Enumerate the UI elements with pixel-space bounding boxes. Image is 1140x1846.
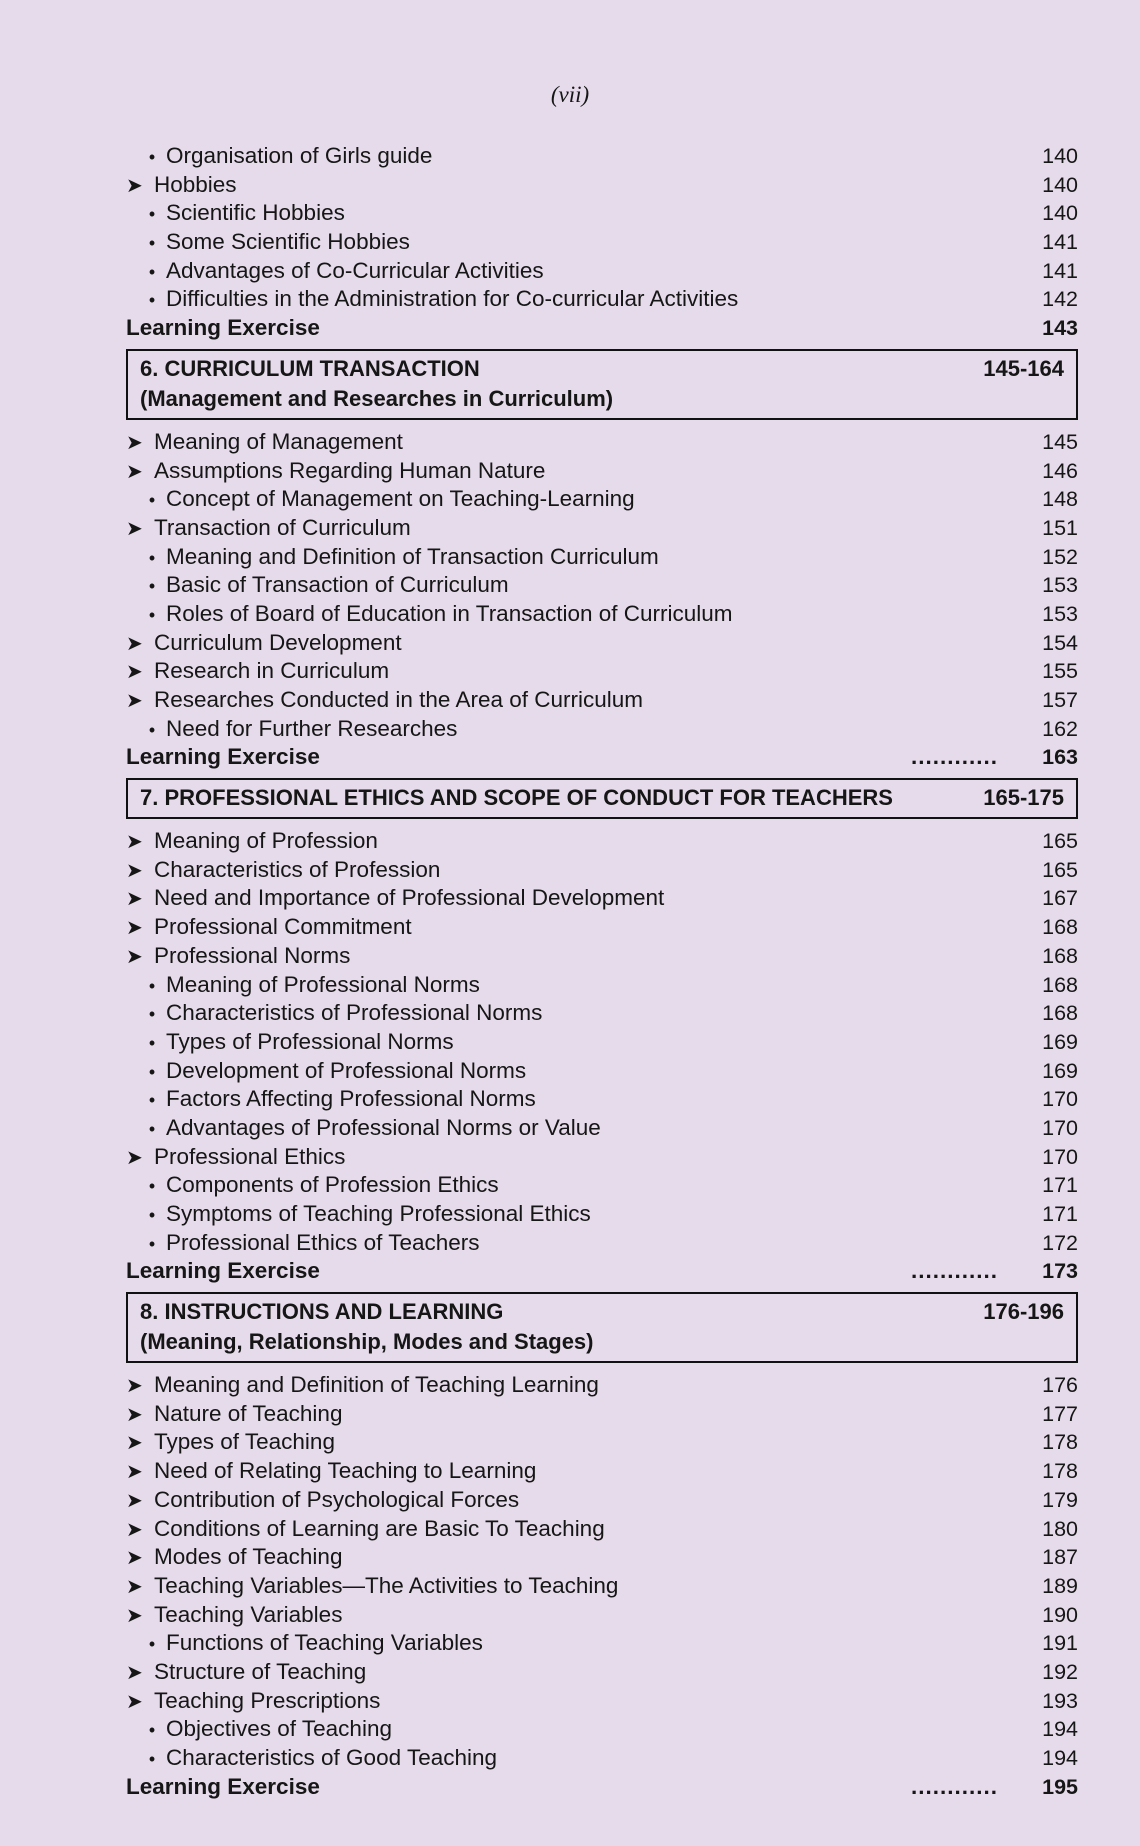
toc-section-entry (78, 1572, 1078, 1601)
arrow-bullet-icon: ➤ (126, 1661, 143, 1684)
arrow-bullet-icon: ➤ (126, 1518, 143, 1541)
page-number: 153 (1042, 573, 1078, 598)
entry-title (126, 1486, 519, 1516)
toc-section-entry (78, 856, 1078, 885)
chapter-heading (126, 1292, 1078, 1363)
entry-title (138, 1629, 483, 1659)
entry-title (138, 571, 509, 601)
page-number: 140 (1042, 201, 1078, 226)
toc-subsection-entry (78, 571, 1078, 600)
arrow-bullet-icon: ➤ (126, 174, 143, 197)
toc-section-entry (78, 942, 1078, 971)
arrow-bullet-icon: ➤ (126, 859, 143, 882)
toc-subsection-entry (78, 600, 1078, 629)
entry-title (138, 199, 345, 229)
page-number: 165 (1042, 857, 1078, 882)
toc-subsection-entry (78, 1114, 1078, 1143)
entry-text: Professional Ethics of Teachers (166, 1229, 480, 1255)
entry-title (138, 228, 410, 258)
entry-text: Advantages of Co-Curricular Activities (166, 257, 544, 283)
page-number: 148 (1042, 487, 1078, 512)
entry-text: Difficulties in the Administration for Co-curricular Activities (166, 286, 739, 312)
page-number: 177 (1042, 1401, 1078, 1426)
page-number: 152 (1042, 544, 1078, 569)
toc-section-entry (78, 827, 1078, 856)
toc-subsection-entry (78, 285, 1078, 314)
arrow-bullet-icon: ➤ (126, 831, 143, 854)
arrow-bullet-icon: ➤ (126, 1604, 143, 1627)
toc-section-entry (78, 1486, 1078, 1515)
entry-title (138, 285, 738, 315)
page-folio: (vii) (550, 82, 590, 107)
learning-exercise-entry (78, 1773, 1078, 1802)
entry-title (126, 1400, 342, 1430)
toc-subsection-entry (78, 257, 1078, 286)
page-number: 167 (1042, 886, 1078, 911)
entry-title (138, 1744, 497, 1774)
entry-text: Teaching Prescriptions (154, 1687, 381, 1713)
arrow-bullet-icon: ➤ (126, 945, 143, 968)
page-number: 140 (1042, 144, 1078, 168)
entry-text: Need of Relating Teaching to Learning (154, 1458, 537, 1484)
entry-text: Learning Exercise (126, 744, 320, 770)
toc-subsection-entry (78, 1200, 1078, 1229)
toc-section-entry (78, 1428, 1078, 1457)
page-number: 170 (1042, 1144, 1078, 1169)
entry-text: Meaning of Profession (154, 828, 378, 854)
page-number: 189 (1042, 1573, 1078, 1598)
dot-bullet-icon: • (148, 975, 156, 996)
toc-subsection-entry (78, 999, 1078, 1028)
entry-text: Learning Exercise (126, 315, 320, 341)
toc-subsection-entry (78, 142, 1078, 171)
toc-section-entry (78, 884, 1078, 913)
entry-title (126, 1457, 536, 1487)
entry-title (126, 942, 350, 972)
entry-text: Teaching Variables—The Activities to Teaching (154, 1572, 619, 1598)
page-number: 162 (1042, 716, 1078, 741)
chapter-page-range: 145-164 (983, 355, 1064, 381)
entry-text: Characteristics of Profession (154, 856, 441, 882)
dot-bullet-icon: • (148, 490, 156, 511)
page-number: 145 (1042, 429, 1078, 454)
entry-title (126, 1572, 618, 1602)
dot-bullet-icon: • (148, 204, 156, 225)
toc-section-entry (78, 1515, 1078, 1544)
dot-bullet-icon: • (148, 147, 156, 167)
toc-subsection-entry (78, 1229, 1078, 1258)
entry-text: Advantages of Professional Norms or Value (166, 1114, 601, 1140)
toc-section-entry (78, 514, 1078, 543)
dot-bullet-icon: • (148, 1205, 156, 1225)
entry-text: Characteristics of Good Teaching (166, 1745, 498, 1770)
dot-bullet-icon: • (148, 261, 156, 282)
toc-section-entry (78, 913, 1078, 942)
page-number: 154 (1042, 630, 1078, 655)
dot-bullet-icon: • (148, 1176, 156, 1197)
entry-title (138, 543, 659, 573)
entry-text: Structure of Teaching (154, 1658, 367, 1684)
toc-section-entry (78, 457, 1078, 486)
toc-section-entry (78, 1543, 1078, 1572)
entry-title (126, 856, 440, 886)
entry-title (126, 1515, 605, 1545)
entry-text: Research in Curriculum (154, 658, 390, 684)
entry-text: Concept of Management on Teaching-Learning (166, 486, 635, 512)
chapter-title: 6. CURRICULUM TRANSACTION (140, 355, 480, 381)
page-number: 171 (1042, 1173, 1078, 1198)
page-number: 178 (1042, 1459, 1078, 1484)
chapter-heading (126, 778, 1078, 819)
page-number: 141 (1042, 258, 1078, 283)
page-number: 169 (1042, 1058, 1078, 1083)
chapter-title: 7. PROFESSIONAL ETHICS AND SCOPE OF CONDUCT FOR TEACHERS (140, 785, 893, 811)
page-number: 171 (1042, 1202, 1078, 1226)
toc-section-entry (78, 629, 1078, 658)
dot-bullet-icon: • (148, 1749, 156, 1769)
learning-exercise-entry (78, 314, 1078, 343)
dot-bullet-icon: • (148, 1032, 156, 1053)
entry-title (138, 1715, 392, 1745)
toc-subsection-entry (78, 1171, 1078, 1200)
entry-title (126, 913, 412, 943)
entry-text: Basic of Transaction of Curriculum (166, 572, 509, 598)
entry-text: Meaning of Professional Norms (166, 971, 480, 997)
entry-text: Need for Further Researches (166, 715, 458, 741)
entry-title (126, 1257, 320, 1286)
dot-bullet-icon: • (148, 290, 156, 311)
toc-section-entry (78, 1143, 1078, 1172)
dot-bullet-icon: • (148, 1004, 156, 1025)
entry-title (138, 142, 432, 172)
entry-title (126, 1658, 366, 1688)
entry-text: Development of Professional Norms (166, 1057, 527, 1083)
arrow-bullet-icon: ➤ (126, 1547, 143, 1570)
entry-title (138, 1057, 526, 1087)
arrow-bullet-icon: ➤ (126, 517, 143, 540)
dot-bullet-icon: • (148, 1634, 156, 1655)
arrow-bullet-icon: ➤ (126, 1403, 143, 1426)
page-number: 151 (1042, 515, 1078, 540)
entry-text: Meaning and Definition of Teaching Learning (154, 1372, 599, 1398)
entry-text: Modes of Teaching (154, 1544, 343, 1570)
toc-subsection-entry (78, 199, 1078, 228)
arrow-bullet-icon: ➤ (126, 888, 143, 911)
page-number: 192 (1042, 1659, 1078, 1684)
chapter-page-range: 165-175 (983, 785, 1064, 811)
dot-leader: ............ (910, 1258, 998, 1284)
dot-leader: ............ (910, 1773, 998, 1799)
page-number: 168 (1042, 915, 1078, 940)
arrow-bullet-icon: ➤ (126, 1432, 143, 1455)
entry-title (126, 428, 403, 458)
toc-subsection-entry (78, 1028, 1078, 1057)
arrow-bullet-icon: ➤ (126, 1375, 143, 1398)
chapter-subtitle: (Meaning, Relationship, Modes and Stages) (140, 1329, 594, 1355)
page-number: 172 (1042, 1230, 1078, 1255)
toc-subsection-entry (78, 543, 1078, 572)
arrow-bullet-icon: ➤ (126, 1575, 143, 1598)
entry-title (138, 257, 544, 287)
page-number: 191 (1042, 1631, 1078, 1656)
entry-text: Conditions of Learning are Basic To Teaching (154, 1515, 605, 1541)
entry-text: Professional Ethics (154, 1143, 346, 1169)
arrow-bullet-icon: ➤ (126, 661, 143, 684)
dot-bullet-icon: • (148, 719, 156, 740)
page-number: 169 (1042, 1029, 1078, 1054)
arrow-bullet-icon: ➤ (126, 431, 143, 454)
toc-subsection-entry (78, 1744, 1078, 1773)
page-number: 193 (1042, 1688, 1078, 1713)
chapter-page-range: 176-196 (983, 1299, 1064, 1325)
entry-text: Need and Importance of Professional Development (154, 885, 665, 911)
page-number: 142 (1042, 287, 1078, 312)
entry-title (126, 171, 237, 201)
entry-text: Organisation of Girls guide (166, 143, 433, 168)
arrow-bullet-icon: ➤ (126, 917, 143, 940)
arrow-bullet-icon: ➤ (126, 632, 143, 655)
dot-bullet-icon: • (148, 1061, 156, 1082)
entry-title (138, 999, 542, 1029)
page-number: 163 (1042, 745, 1078, 770)
entry-text: Assumptions Regarding Human Nature (154, 457, 546, 483)
toc-section-entry (78, 1658, 1078, 1687)
arrow-bullet-icon: ➤ (126, 1690, 143, 1713)
entry-title (138, 1028, 454, 1058)
entry-text: Professional Norms (154, 942, 351, 968)
toc-subsection-entry (78, 971, 1078, 1000)
entry-title (126, 827, 378, 857)
chapter-title: 8. INSTRUCTIONS AND LEARNING (140, 1299, 504, 1325)
arrow-bullet-icon: ➤ (126, 1461, 143, 1484)
entry-text: Scientific Hobbies (166, 200, 345, 226)
page-number: 179 (1042, 1487, 1078, 1512)
page-number: 155 (1042, 659, 1078, 684)
dot-bullet-icon: • (148, 576, 156, 597)
learning-exercise-entry (78, 1257, 1078, 1286)
entry-text: Hobbies (154, 171, 237, 197)
page-number: 178 (1042, 1430, 1078, 1455)
toc-section-entry (78, 428, 1078, 457)
entry-text: Objectives of Teaching (166, 1716, 392, 1742)
entry-text: Factors Affecting Professional Norms (166, 1086, 536, 1112)
entry-text: Meaning and Definition of Transaction Curriculum (166, 543, 659, 569)
entry-title (126, 1543, 342, 1573)
entry-title (138, 1229, 480, 1259)
entry-title (126, 314, 320, 343)
dot-bullet-icon: • (148, 1233, 156, 1254)
entry-text: Nature of Teaching (154, 1400, 343, 1426)
toc-section-entry (78, 657, 1078, 686)
entry-text: Types of Teaching (154, 1429, 335, 1455)
entry-text: Transaction of Curriculum (154, 514, 411, 540)
entry-title (126, 884, 664, 914)
page-number: 168 (1042, 972, 1078, 997)
toc-section-entry (78, 1457, 1078, 1486)
toc-section-entry (78, 686, 1078, 715)
dot-bullet-icon: • (148, 1720, 156, 1741)
entry-title (138, 485, 635, 515)
arrow-bullet-icon: ➤ (126, 1146, 143, 1169)
toc-subsection-entry (78, 1715, 1078, 1744)
entry-title (126, 1773, 320, 1802)
entry-title (126, 1601, 342, 1631)
page-number: 157 (1042, 688, 1078, 712)
entry-title (138, 715, 457, 745)
page-number: 180 (1042, 1516, 1078, 1541)
entry-title (126, 1428, 335, 1458)
entry-text: Symptoms of Teaching Professional Ethics (166, 1201, 591, 1226)
page-number: 146 (1042, 458, 1078, 483)
entry-text: Some Scientific Hobbies (166, 229, 410, 255)
dot-bullet-icon: • (148, 233, 156, 254)
arrow-bullet-icon: ➤ (126, 460, 143, 483)
page-number: 143 (1042, 316, 1078, 341)
arrow-bullet-icon: ➤ (126, 1489, 143, 1512)
entry-text: Curriculum Development (154, 629, 402, 655)
entry-title (138, 971, 480, 1001)
entry-text: Learning Exercise (126, 1773, 320, 1799)
dot-bullet-icon: • (148, 1090, 156, 1111)
toc-subsection-entry (78, 1057, 1078, 1086)
chapter-subtitle: (Management and Researches in Curriculum) (140, 385, 614, 411)
toc-section-entry (78, 1687, 1078, 1716)
page-number: 176 (1042, 1373, 1078, 1398)
entry-title (126, 657, 389, 687)
learning-exercise-entry (78, 743, 1078, 772)
entry-title (138, 1085, 536, 1115)
page-number: 187 (1042, 1545, 1078, 1570)
entry-text: Types of Professional Norms (166, 1028, 454, 1054)
page-number: 168 (1042, 943, 1078, 968)
toc-subsection-entry (78, 1629, 1078, 1658)
toc-section-entry (78, 1400, 1078, 1429)
entry-text: Roles of Board of Education in Transaction of Curriculum (166, 600, 733, 626)
toc-section-entry (78, 171, 1078, 200)
entry-title (126, 743, 320, 772)
entry-title (126, 457, 545, 487)
entry-text: Contribution of Psychological Forces (154, 1486, 520, 1512)
entry-title (126, 686, 643, 716)
entry-title (126, 1687, 380, 1717)
page-number: 165 (1042, 829, 1078, 854)
entry-text: Meaning of Management (154, 428, 403, 454)
toc-subsection-entry (78, 715, 1078, 744)
page-number: 153 (1042, 601, 1078, 626)
page-number: 194 (1042, 1746, 1078, 1770)
chapter-heading (126, 349, 1078, 420)
entry-text: Characteristics of Professional Norms (166, 1000, 543, 1026)
entry-title (138, 1171, 499, 1201)
entry-title (126, 1371, 599, 1401)
entry-title (126, 629, 402, 659)
page-number: 195 (1042, 1774, 1078, 1799)
entry-title (138, 600, 733, 630)
page-number: 190 (1042, 1602, 1078, 1627)
toc-subsection-entry (78, 1085, 1078, 1114)
table-of-contents (78, 142, 1078, 1801)
entry-text: Professional Commitment (154, 914, 412, 940)
toc-subsection-entry (78, 485, 1078, 514)
entry-text: Learning Exercise (126, 1258, 320, 1284)
page-number: 168 (1042, 1001, 1078, 1026)
page-number: 173 (1042, 1259, 1078, 1284)
dot-bullet-icon: • (148, 604, 156, 625)
page-number: 170 (1042, 1115, 1078, 1140)
page-number: 141 (1042, 230, 1078, 255)
entry-title (126, 1143, 345, 1173)
entry-text: Components of Profession Ethics (166, 1172, 499, 1198)
entry-title (138, 1114, 601, 1144)
toc-section-entry (78, 1371, 1078, 1400)
entry-text: Researches Conducted in the Area of Curriculum (154, 687, 644, 712)
dot-leader: ............ (910, 744, 998, 770)
page-number: 170 (1042, 1087, 1078, 1112)
page-number: 194 (1042, 1717, 1078, 1742)
toc-section-entry (78, 1601, 1078, 1630)
entry-text: Teaching Variables (154, 1601, 343, 1627)
entry-title (126, 514, 411, 544)
entry-text: Functions of Teaching Variables (166, 1630, 483, 1656)
page-number: 140 (1042, 172, 1078, 197)
dot-bullet-icon: • (148, 1118, 156, 1139)
arrow-bullet-icon: ➤ (126, 690, 143, 712)
entry-title (138, 1200, 591, 1230)
dot-bullet-icon: • (148, 547, 156, 568)
toc-subsection-entry (78, 228, 1078, 257)
